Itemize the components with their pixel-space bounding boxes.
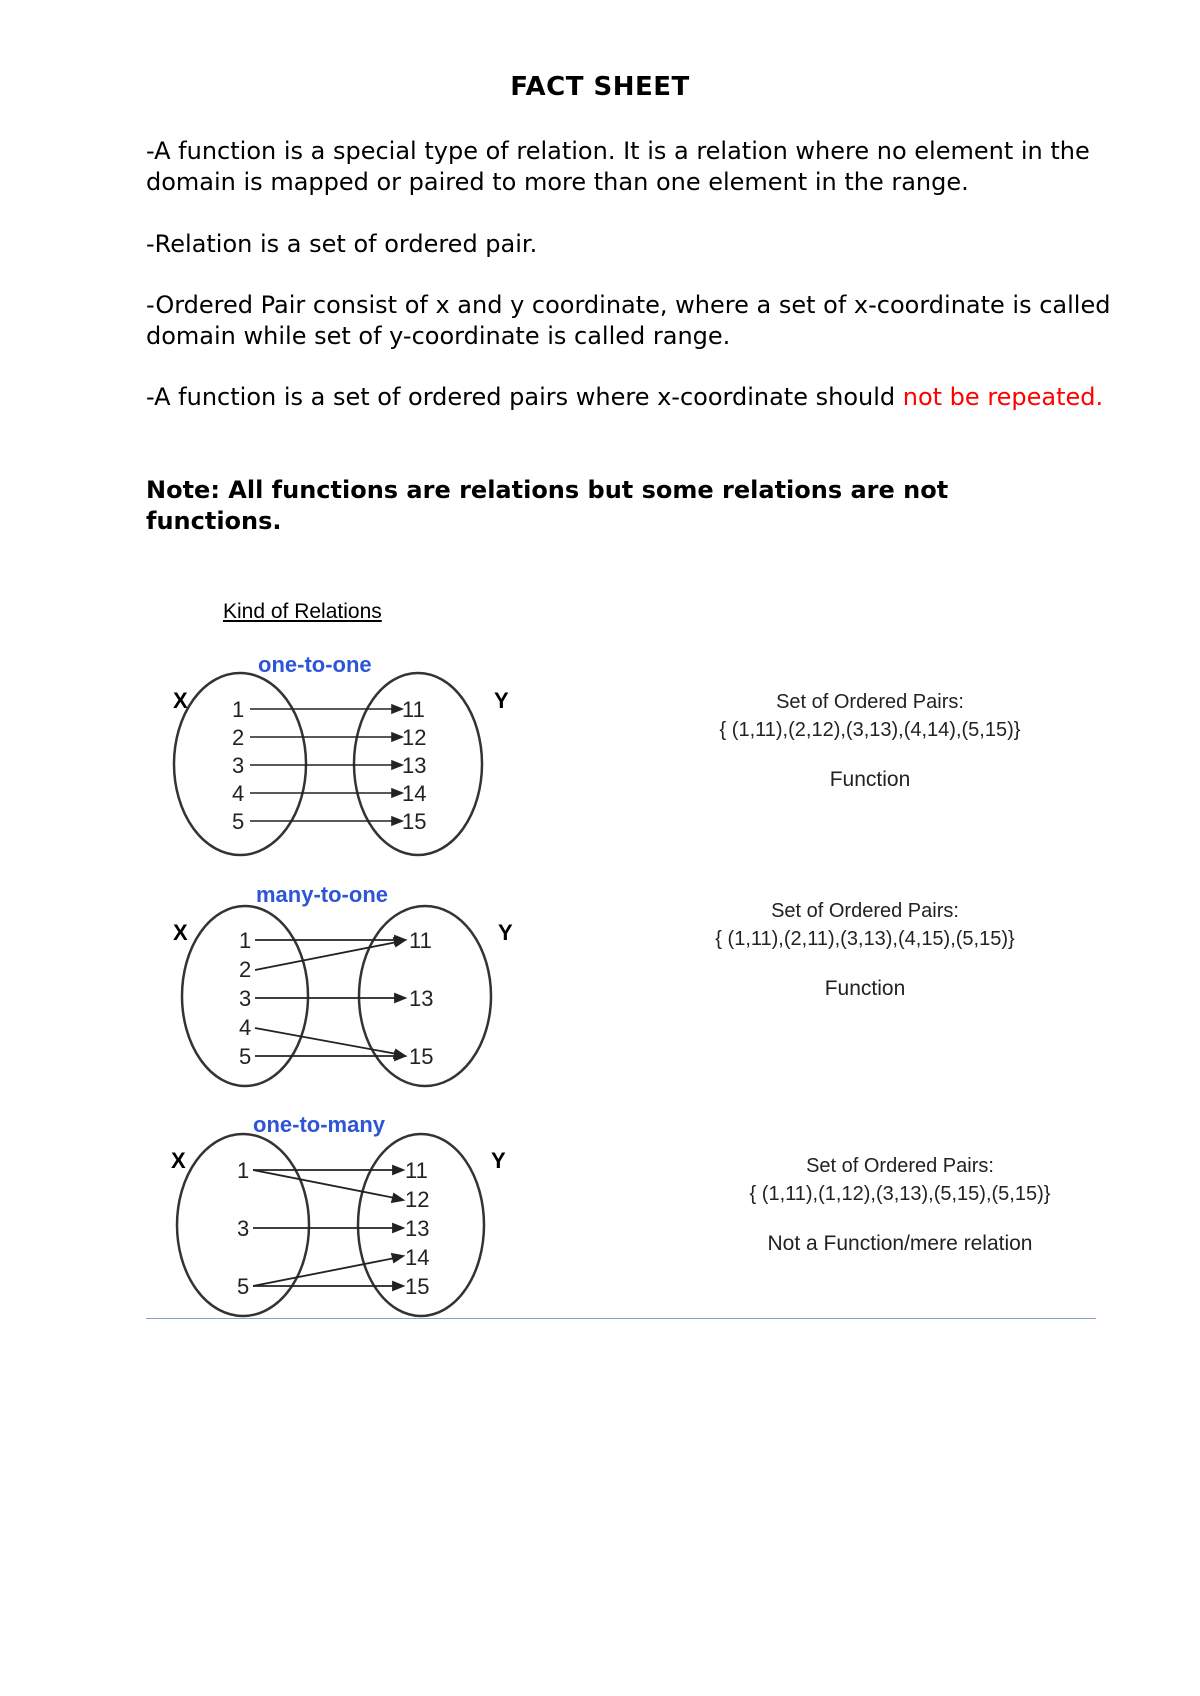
pairs-label: Set of Ordered Pairs: (806, 1155, 994, 1177)
arrow (253, 1258, 395, 1286)
arrowhead (395, 994, 405, 1002)
range-value: 15 (409, 1044, 434, 1069)
mapping-arrows (253, 1166, 403, 1290)
domain-value: 1 (239, 928, 252, 953)
domain-value: 4 (232, 781, 245, 806)
arrowhead (392, 705, 402, 713)
domain-value: 1 (232, 697, 245, 722)
arrow (253, 1170, 395, 1198)
range-value: 13 (402, 753, 427, 778)
ordered-pairs: { (1,11),(1,12),(3,13),(5,15),(5,15)} (749, 1183, 1051, 1205)
arrowhead (392, 761, 402, 769)
paragraph-function-definition: -A function is a special type of relation. It is a relation where no element in the domain is mapped or paired to more than one element in the range. (146, 137, 1090, 196)
arrow (255, 942, 397, 970)
function-rule-highlight: not be repeated. (902, 383, 1104, 411)
range-labels (405, 1158, 429, 1299)
arrowhead (392, 1194, 403, 1202)
range-value: 14 (402, 781, 427, 806)
page-title: FACT SHEET (510, 72, 690, 102)
domain-value: 5 (239, 1044, 252, 1069)
range-value: 13 (409, 986, 434, 1011)
pairs-block-many-to-one (670, 897, 1060, 1003)
mapping-arrows (250, 705, 402, 825)
arrowhead (392, 1254, 403, 1262)
paragraph-function-rule (74, 382, 1144, 413)
venn-diagram-many-to-one (175, 902, 505, 1092)
range-value: 13 (405, 1216, 430, 1241)
relation-verdict: Function (824, 977, 906, 1000)
relation-name-one-to-one: one-to-one (258, 652, 372, 677)
domain-labels (237, 1158, 249, 1299)
ordered-pairs: { (1,11),(2,12),(3,13),(4,14),(5,15)} (719, 719, 1021, 741)
x-label-one-to-one: X (173, 688, 188, 713)
range-value: 15 (402, 809, 427, 834)
x-label-one-to-many: X (171, 1148, 186, 1173)
range-value: 12 (405, 1187, 430, 1212)
diagram-title: Kind of Relations (223, 600, 382, 623)
function-rule-text: -A function is a set of ordered pairs where x-coordinate should (146, 383, 903, 411)
arrowhead (392, 733, 402, 741)
ordered-pairs: { (1,11),(2,11),(3,13),(4,15),(5,15)} (715, 928, 1015, 950)
venn-diagram-one-to-many (173, 1132, 503, 1322)
x-label-many-to-one: X (173, 920, 188, 945)
arrowhead (395, 1052, 405, 1060)
domain-value: 5 (237, 1274, 250, 1299)
domain-value: 2 (232, 725, 245, 750)
range-value: 12 (402, 725, 427, 750)
arrowhead (393, 1166, 403, 1174)
domain-value: 2 (239, 957, 252, 982)
pairs-label: Set of Ordered Pairs: (771, 900, 959, 922)
domain-value: 4 (239, 1015, 252, 1040)
bottom-divider (146, 1318, 1096, 1319)
note-paragraph: Note: All functions are relations but some relations are not functions. (146, 476, 949, 535)
domain-value: 1 (237, 1158, 250, 1183)
arrowhead (393, 1224, 403, 1232)
y-label-one-to-one: Y (494, 688, 509, 713)
relation-name-many-to-one: many-to-one (256, 882, 388, 907)
y-label-one-to-many: Y (491, 1148, 506, 1173)
pairs-label: Set of Ordered Pairs: (776, 691, 964, 713)
mapping-arrows (255, 936, 405, 1060)
range-labels (402, 697, 426, 834)
arrowhead (393, 1282, 403, 1290)
arrow (255, 1028, 397, 1054)
domain-value: 5 (232, 809, 245, 834)
relation-verdict: Not a Function/mere relation (767, 1232, 1033, 1255)
pairs-block-one-to-many (700, 1152, 1100, 1258)
domain-labels (232, 697, 244, 834)
domain-value: 3 (239, 986, 252, 1011)
range-value: 14 (405, 1245, 430, 1270)
range-labels (409, 928, 433, 1069)
pairs-block-one-to-one (680, 688, 1060, 794)
paragraph-relation-definition: -Relation is a set of ordered pair. (146, 230, 538, 258)
arrowhead (392, 789, 402, 797)
relation-verdict: Function (829, 768, 911, 791)
paragraph-ordered-pair-definition: -Ordered Pair consist of x and y coordinate, where a set of x-coordinate is called domain while set of y-coordinate is called range. (146, 291, 1111, 350)
domain-value: 3 (232, 753, 245, 778)
arrowhead (394, 938, 405, 946)
domain-labels (239, 928, 251, 1069)
arrowhead (392, 817, 402, 825)
relation-name-one-to-many: one-to-many (253, 1112, 385, 1137)
venn-diagram-one-to-one (170, 672, 500, 862)
range-value: 11 (405, 1158, 428, 1183)
range-value: 11 (402, 697, 425, 722)
domain-value: 3 (237, 1216, 250, 1241)
range-value: 15 (405, 1274, 430, 1299)
range-value: 11 (409, 928, 432, 953)
y-label-many-to-one: Y (498, 920, 513, 945)
